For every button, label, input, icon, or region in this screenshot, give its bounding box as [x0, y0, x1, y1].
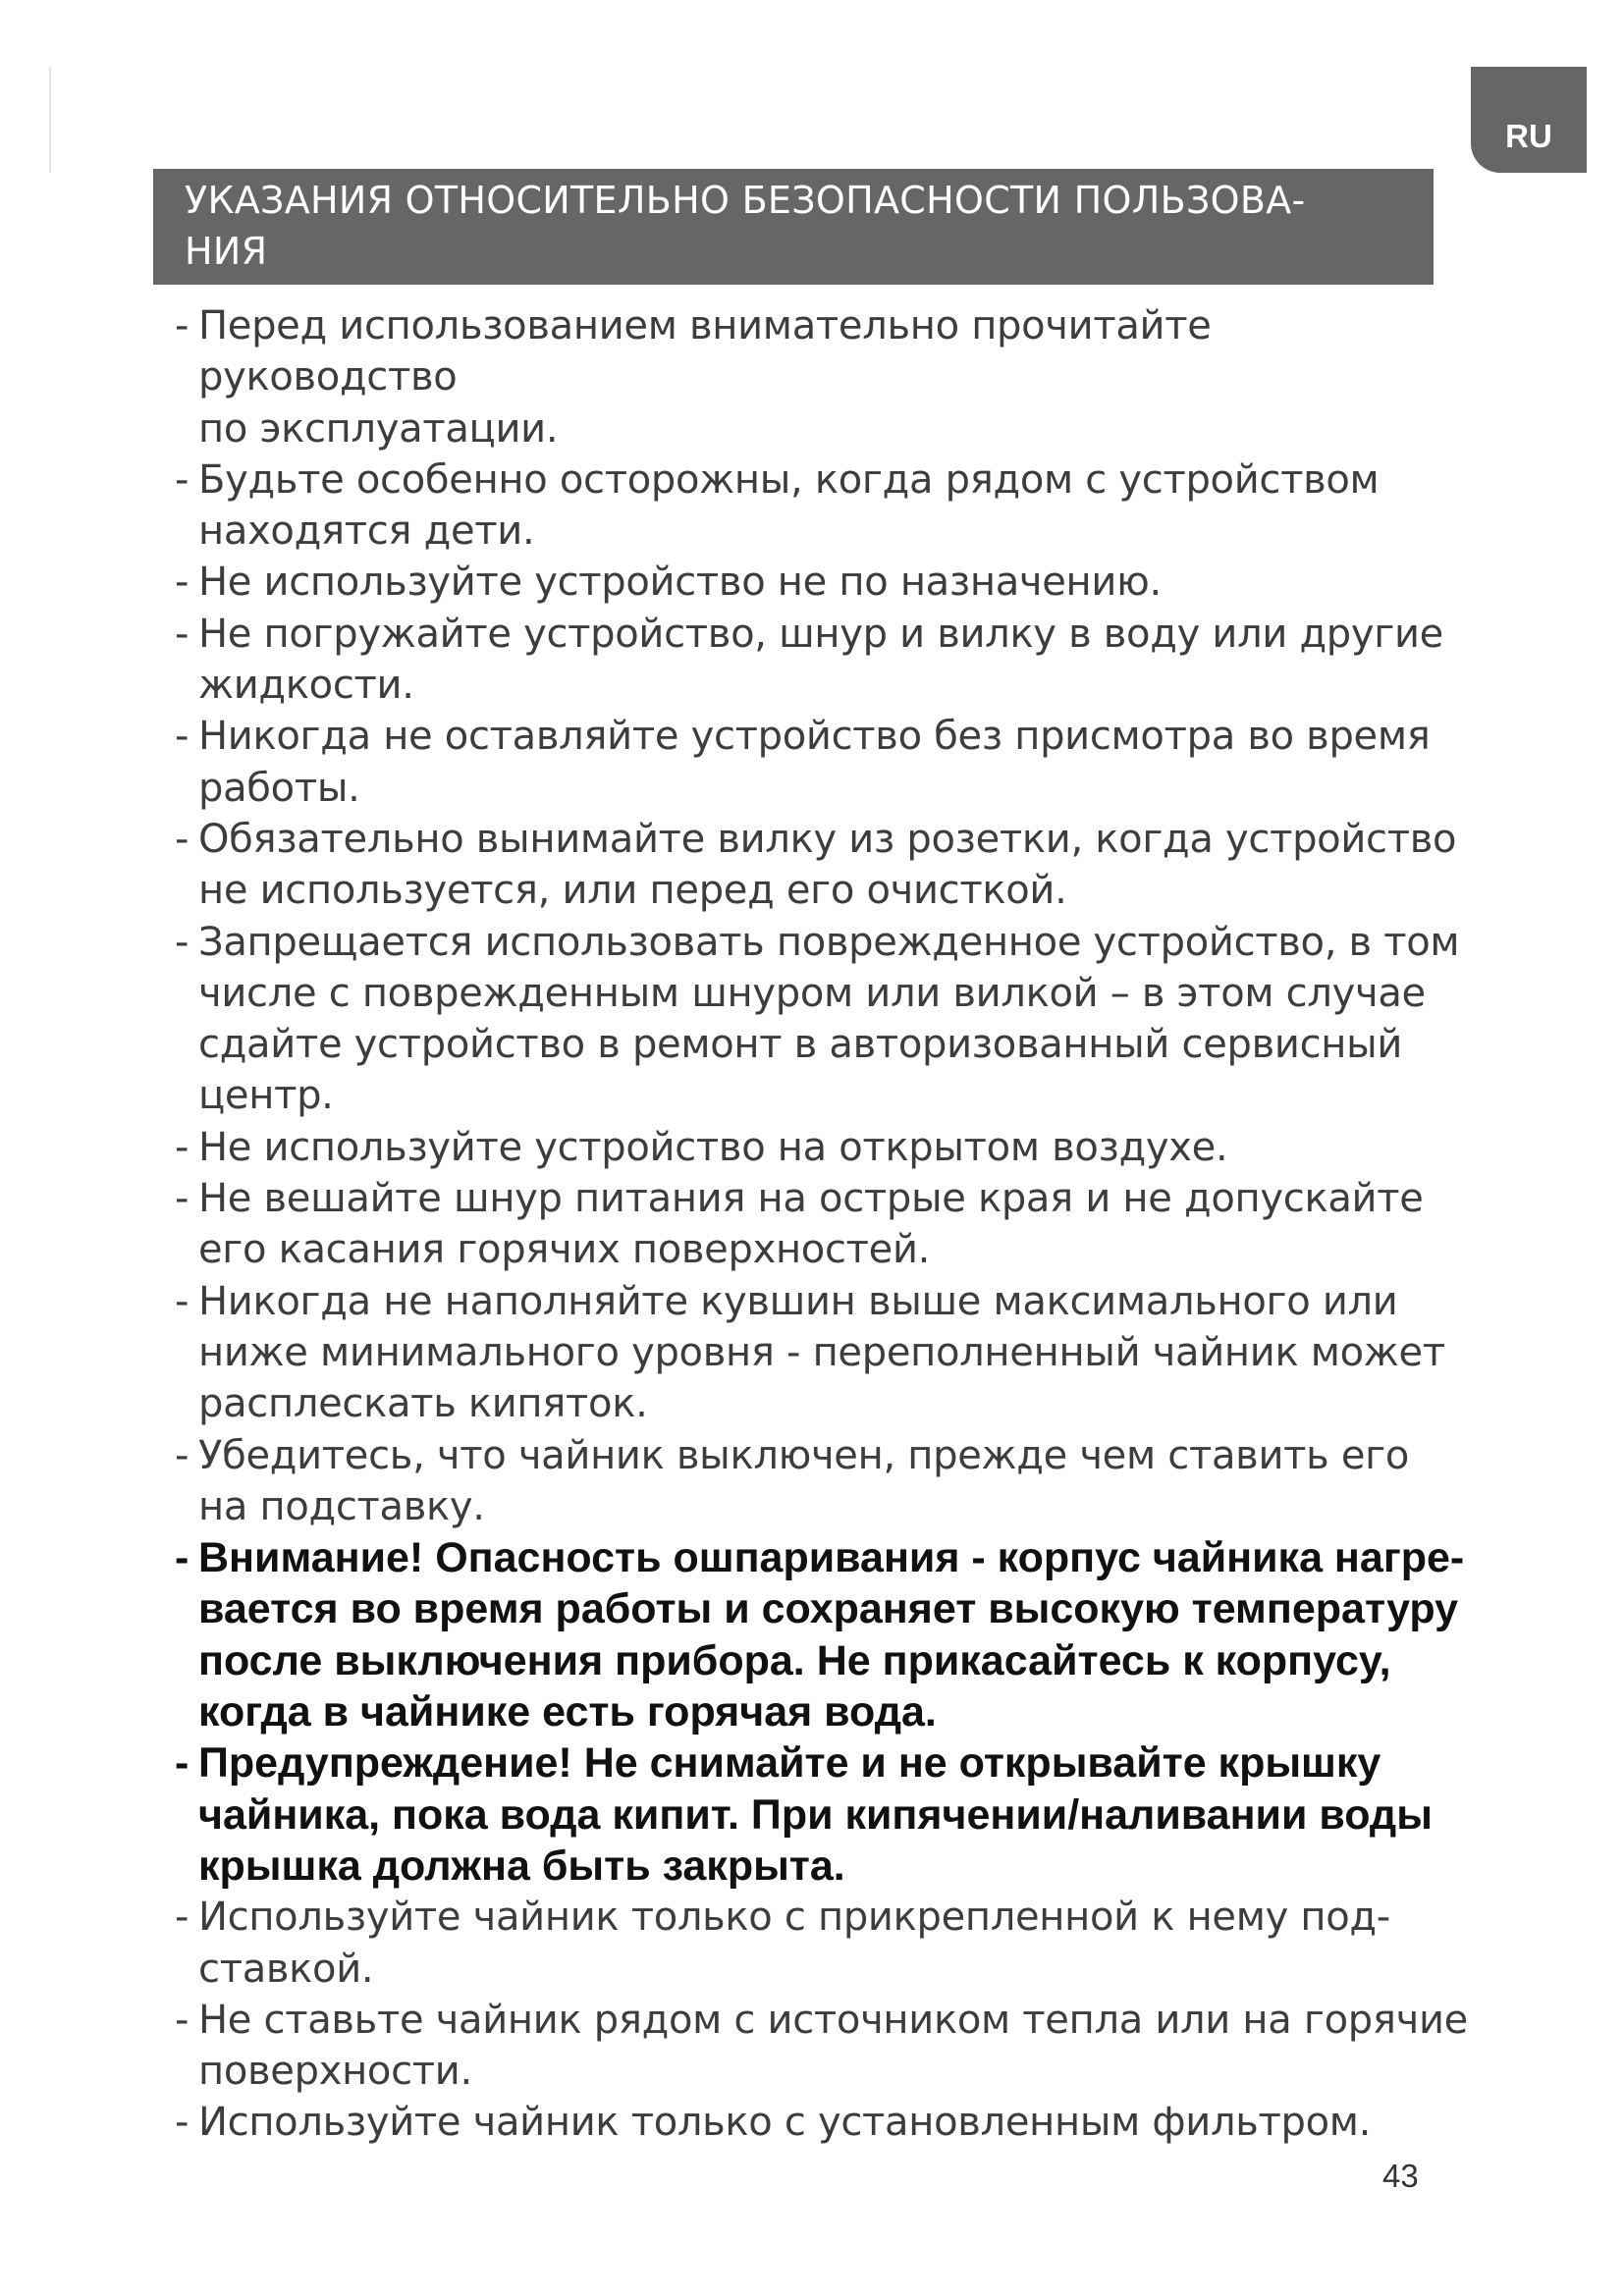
list-dash: - [175, 560, 189, 606]
item-text: Используйте чайник только с установленным фильтром. [198, 2100, 1372, 2146]
list-item [175, 1995, 1481, 2098]
list-dash: - [175, 1895, 189, 1941]
item-text: Будьте особенно осторожны, когда рядом с устройством находятся дети. [198, 456, 1380, 555]
list-item [175, 454, 1481, 558]
item-text: Обязательно вынимайте вилку из розетки, когда устройство не используется, или перед его очисткой. [198, 816, 1457, 914]
list-item [175, 711, 1481, 814]
list-dash: - [175, 1997, 189, 2043]
list-item [175, 557, 1481, 608]
warning-item-scalding [175, 1532, 1481, 1737]
list-dash: - [175, 611, 189, 657]
list-item [175, 609, 1481, 712]
list-item [175, 2097, 1481, 2148]
item-text: Не используйте устройство не по назначению. [198, 560, 1162, 606]
item-text: Не погружайте устройство, шнур и вилку в воду или другие жидкости. [198, 611, 1443, 709]
list-dash: - [175, 1124, 189, 1170]
item-text: Никогда не оставляйте устройство без присмотра во время работы. [198, 714, 1431, 811]
language-label: RU [1505, 118, 1552, 154]
warning-item-lid [175, 1737, 1481, 1892]
list-dash: - [175, 919, 189, 965]
safety-instructions-list [175, 300, 1481, 2149]
item-text: Предупреждение! Не снимайте и не открывайте крышку чайника, пока вода кипит. При кипячении/наливании воды крышка должна быть закрыта. [198, 1739, 1433, 1890]
section-header [153, 169, 1434, 285]
list-dash: - [175, 2100, 189, 2146]
list-dash: - [175, 1534, 189, 1582]
list-dash: - [175, 816, 189, 862]
item-text: Запрещается использовать поврежденное устройство, в том числе с поврежденным шнуром или вилкой – в этом случае сдайте устройство в ремонт в авторизованный сервисный центр. [198, 919, 1460, 1119]
language-tab [1471, 67, 1587, 173]
item-text: Не ставьте чайник рядом с источником тепла или на горячие поверхности. [198, 1997, 1468, 2095]
page-number: 43 [1382, 2158, 1419, 2194]
list-item [175, 1276, 1481, 1430]
section-title: УКАЗАНИЯ ОТНОСИТЕЛЬНО БЕЗОПАСНОСТИ ПОЛЬЗОВА- НИЯ [185, 179, 1306, 273]
list-item [175, 814, 1481, 917]
list-dash: - [175, 1432, 189, 1478]
list-item [175, 300, 1481, 454]
item-text: Никогда не наполняйте кувшин выше максимального или ниже минимального уровня - переполненный чайник может расплескать кипяток. [198, 1278, 1445, 1427]
item-text: Перед использованием внимательно прочитайте руководство по эксплуатации. [198, 303, 1212, 452]
item-text: Убедитесь, что чайник выключен, прежде чем ставить его на подставку. [198, 1432, 1410, 1529]
list-dash: - [175, 456, 189, 503]
list-dash: - [175, 714, 189, 760]
list-dash: - [175, 1739, 189, 1788]
list-item [175, 1122, 1481, 1173]
list-item [175, 917, 1481, 1122]
item-text: Не используйте устройство на открытом воздухе. [198, 1124, 1228, 1170]
list-dash: - [175, 1278, 189, 1324]
item-text: Не вешайте шнур питания на острые края и не допускайте его касания горячих поверхностей. [198, 1176, 1424, 1273]
page-edge-line [49, 67, 51, 173]
list-item [175, 1892, 1481, 1995]
list-item [175, 1430, 1481, 1533]
item-text: Внимание! Опасность ошпаривания - корпус чайника нагре- вается во время работы и сохраняет высокую температуру после выключения прибора. Не прикасайтесь к корпусу, когда в чайнике есть горячая вода. [198, 1534, 1465, 1736]
item-text: Используйте чайник только с прикрепленной к нему под- ставкой. [198, 1895, 1390, 1992]
list-dash: - [175, 303, 189, 348]
list-dash: - [175, 1176, 189, 1222]
list-item [175, 1173, 1481, 1276]
